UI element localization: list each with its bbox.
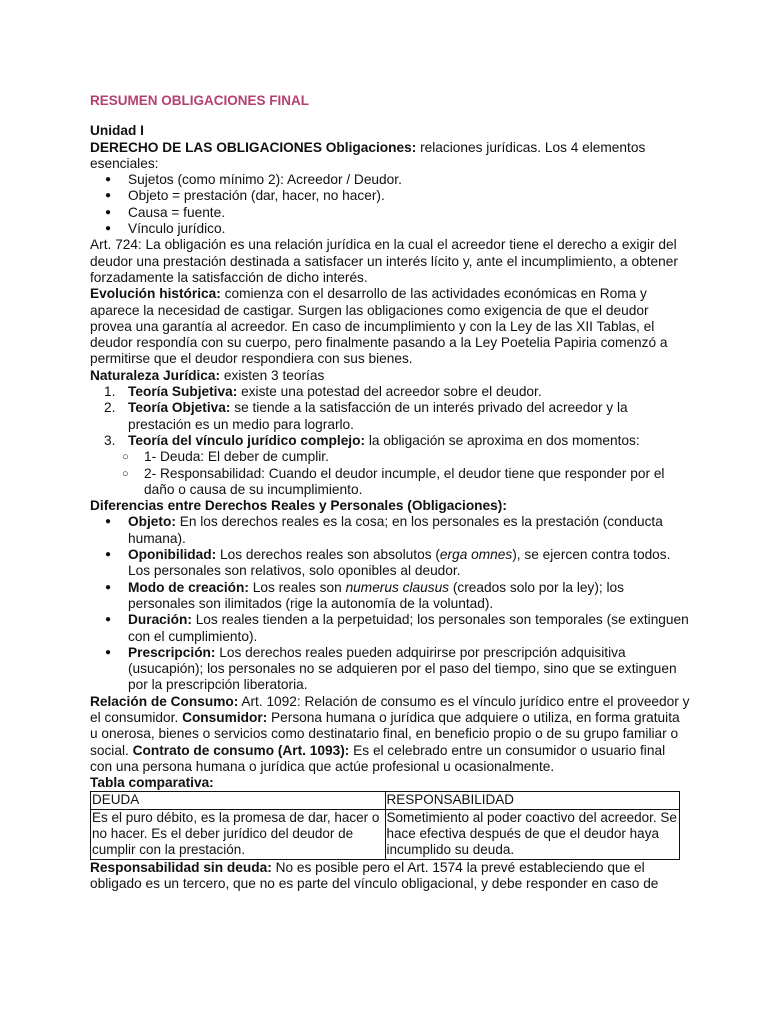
list-item: ● Objeto: En los derechos reales es la cosa; en los personales es la prestación (conducta humana).	[128, 514, 690, 547]
list-item: ○ 2- Responsabilidad: Cuando el deudor incumple, el deudor tiene que responder por el daño o causa de su incumplimiento.	[144, 466, 690, 499]
table-cell: Sometimiento al poder coactivo del acreedor. Se hace efectiva después de que el deudor haya incumplido su deuda.	[385, 809, 680, 859]
list-item: 3. Teoría del vínculo jurídico complejo: la obligación se aproxima en dos momentos: ○ 1- Deuda: El deber de cumplir. ○ 2- Responsabilidad: Cuando el deudor incumple, el deudor tiene que responder por el daño o causa de su incumplimiento.	[128, 433, 690, 498]
momentos-list	[90, 449, 690, 498]
table-header-cell: DEUDA	[91, 792, 386, 809]
paragraph-sin-deuda: Responsabilidad sin deuda: No es posible pero el Art. 1574 la prevé estableciendo que el obligado es un tercero, que no es parte del vínculo obligacional, y debe responder en caso de	[90, 859, 659, 891]
list-item: ● Prescripción: Los derechos reales pueden adquirirse por prescripción adquisitiva (usucapión); los personales no se adquieren por el paso del tiempo, sino que se extinguen por la prescripción liberatoria.	[128, 645, 690, 694]
list-item: ● Duración: Los reales tienden a la perpetuidad; los personales son temporales (se extinguen con el cumplimiento).	[128, 612, 690, 645]
teorias-list	[90, 384, 690, 498]
diferencias-heading: Diferencias entre Derechos Reales y Personales (Obligaciones):	[90, 498, 507, 514]
table-header-cell: RESPONSABILIDAD	[385, 792, 680, 809]
list-item: ● Objeto = prestación (dar, hacer, no hacer).	[128, 188, 690, 204]
table-row	[91, 809, 680, 859]
elements-list	[90, 172, 690, 237]
list-item: ● Oponibilidad: Los derechos reales son absolutos (erga omnes), se ejercen contra todos. Los personales son relativos, solo oponibles al deudor.	[128, 547, 690, 580]
paragraph-consumo: Relación de Consumo: Art. 1092: Relación de consumo es el vínculo jurídico entre el proveedor y el consumidor. Consumidor: Persona humana o jurídica que adquiere o utiliza, en forma gratuita u onerosa, bienes o servicios como destinatario final, en beneficio propio o de su grupo familiar o social. Contrato de consumo (Art. 1093): Es el celebrado entre un consumidor o usuario final con una persona humana o jurídica que actúe profesional u ocasionalmente.	[90, 693, 690, 774]
list-item: ● Sujetos (como mínimo 2): Acreedor / Deudor.	[128, 172, 690, 188]
list-item: ● Modo de creación: Los reales son numerus clausus (creados solo por la ley); los personales son ilimitados (rige la autonomía de la voluntad).	[128, 580, 690, 613]
unit-heading: Unidad I	[90, 123, 144, 139]
list-item: ○ 1- Deuda: El deber de cumplir.	[144, 449, 690, 465]
tabla-heading: Tabla comparativa:	[90, 775, 214, 791]
list-item: 1. Teoría Subjetiva: existe una potestad del acreedor sobre el deudor.	[104, 384, 542, 400]
paragraph-naturaleza: Naturaleza Jurídica: existen 3 teorías	[90, 367, 325, 383]
list-item: ● Vínculo jurídico.	[128, 221, 690, 237]
list-item: 2. Teoría Objetiva: se tiende a la satisfacción de un interés privado del acreedor y la prestación es un medio para lograrlo.	[104, 400, 628, 432]
diferencias-list	[90, 514, 690, 693]
comparison-table	[90, 791, 680, 859]
table-cell: Es el puro débito, es la promesa de dar, hacer o no hacer. Es el deber jurídico del deudor de cumplir con la prestación.	[91, 809, 386, 859]
paragraph-art-724: Art. 724: La obligación es una relación jurídica en la cual el acreedor tiene el derecho a exigir del deudor una prestación destinada a satisfacer un interés lícito y, ante el incumplimiento, a obtener forzadamente la satisfacción de dicho interés.	[90, 237, 678, 285]
document-body	[90, 93, 690, 892]
document-title: RESUMEN OBLIGACIONES FINAL	[90, 93, 310, 108]
table-header-row	[91, 792, 680, 809]
list-item: ● Causa = fuente.	[128, 205, 690, 221]
paragraph-evolucion: Evolución histórica: comienza con el desarrollo de las actividades económicas en Roma y aparece la necesidad de castigar. Surgen las obligaciones como exigencia de que el deudor provea una garantía al acreedor. En caso de incumplimiento y con la Ley de las XII Tablas, el deudor respondía con su cuerpo, pero finalmente pasando a la Ley Poetelia Papiria comenzó a permitirse que el deudor respondiera con sus bienes.	[90, 286, 668, 367]
paragraph-obligaciones: DERECHO DE LAS OBLIGACIONES Obligaciones: relaciones jurídicas. Los 4 elementos esenciales:	[90, 139, 646, 171]
